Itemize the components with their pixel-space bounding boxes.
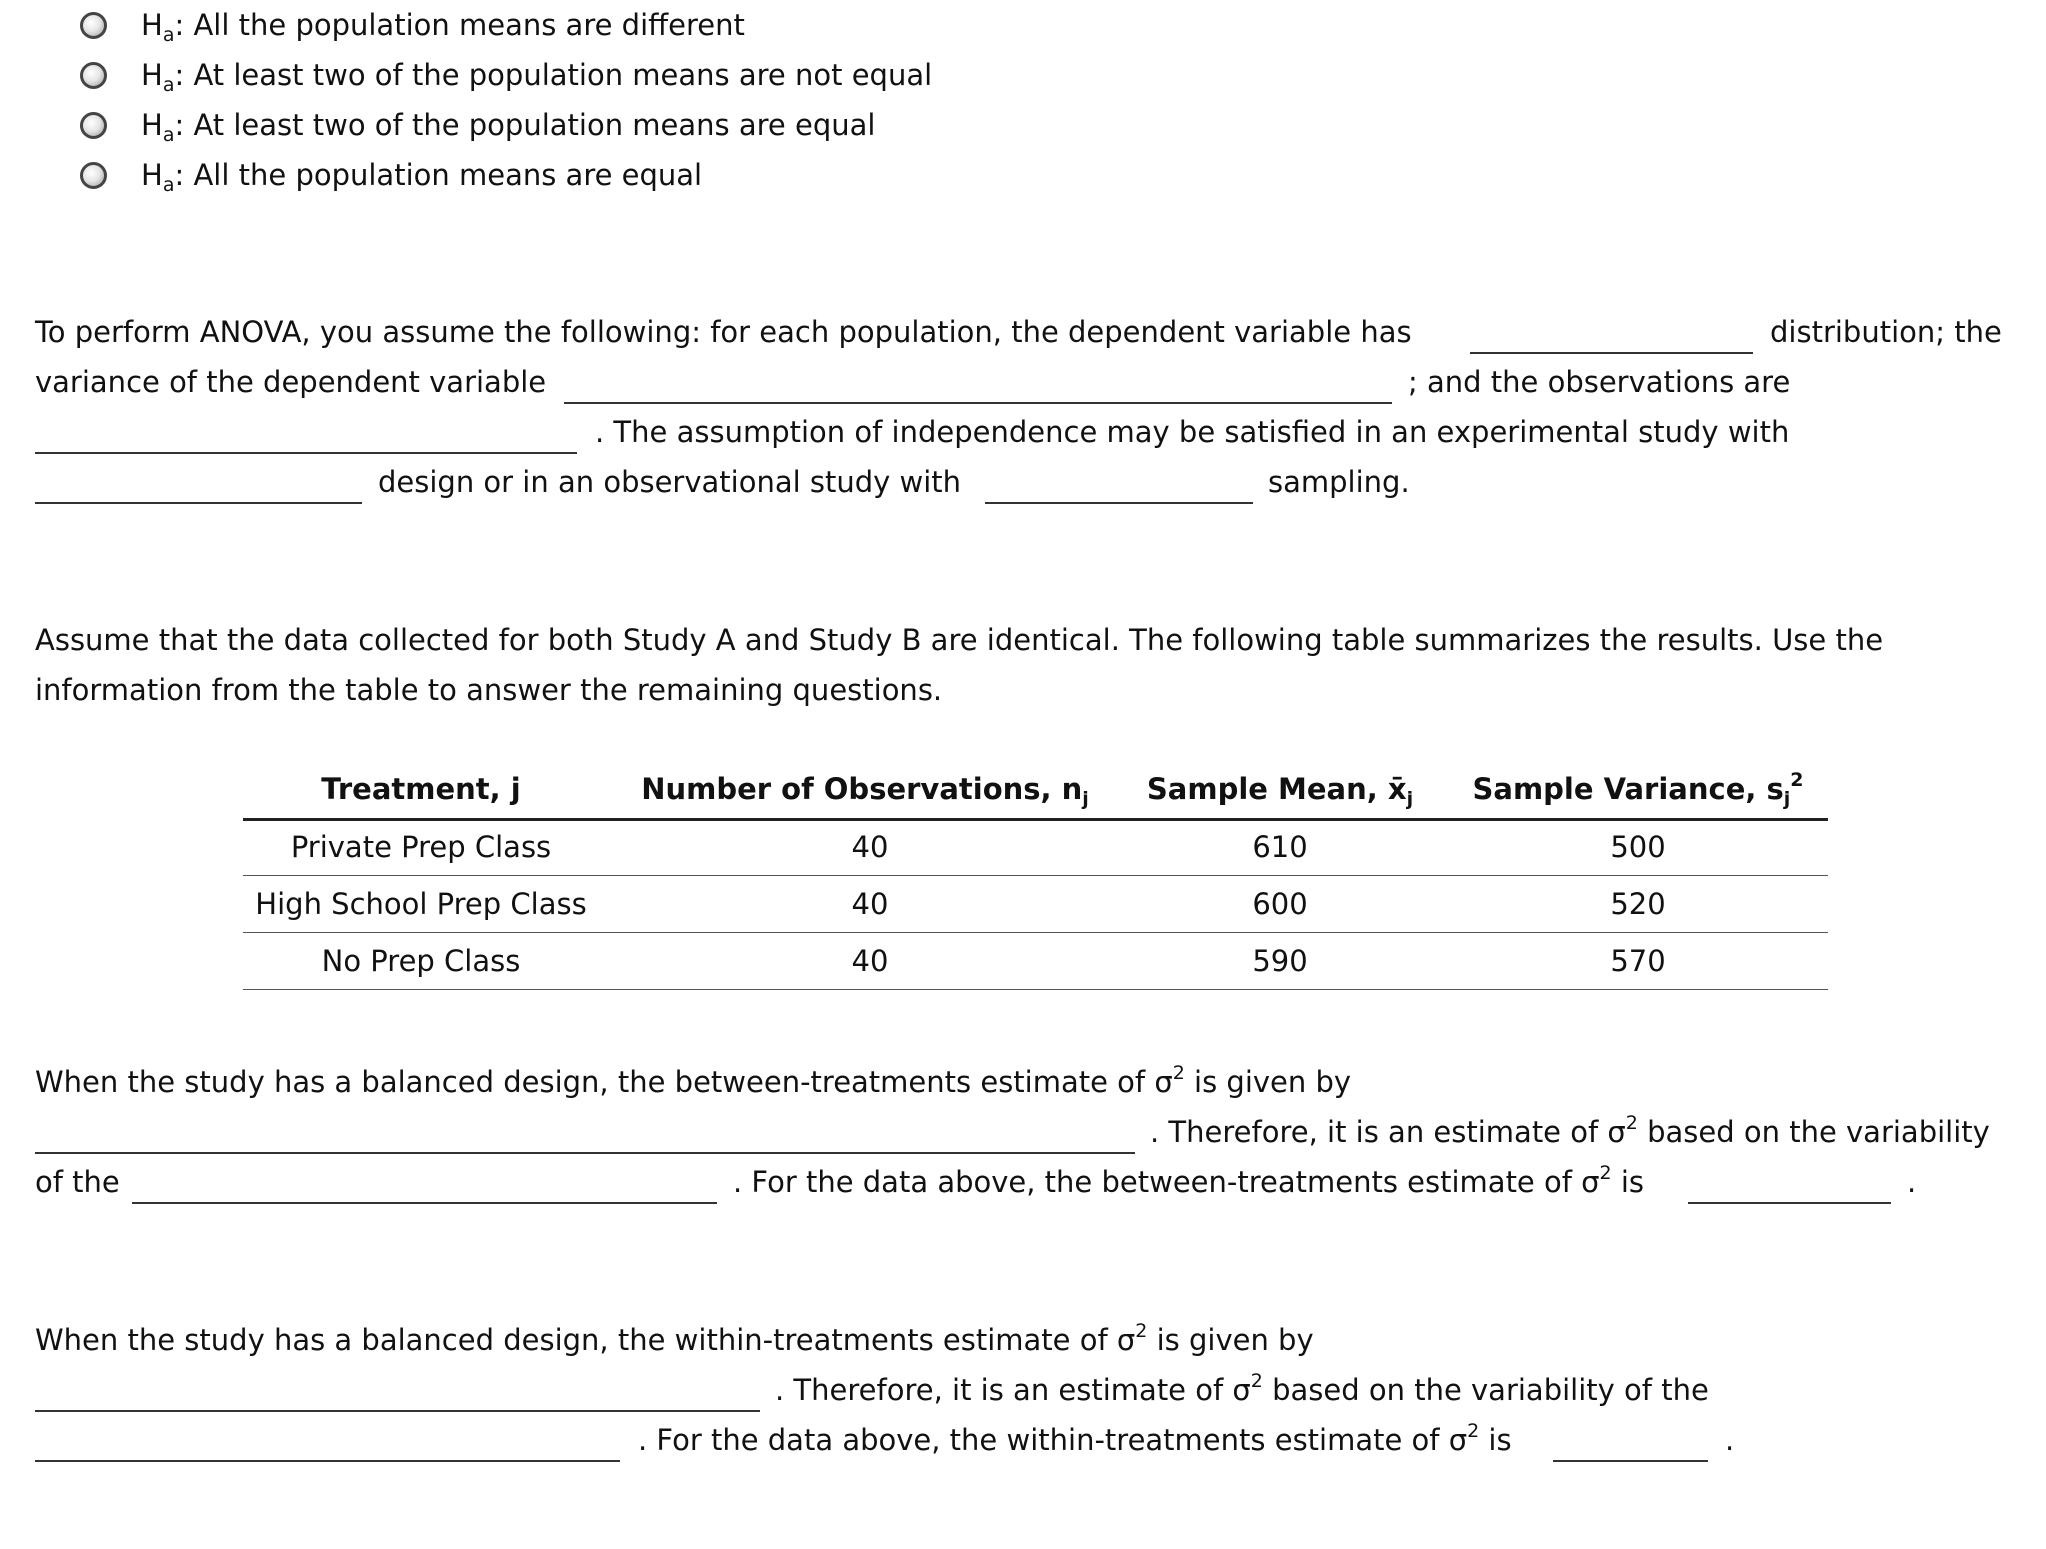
hypothesis-label: $H_a$: All the population means are equal (141, 158, 703, 196)
cell-variance: 520 (1610, 887, 1666, 921)
table-row-rule (243, 932, 1828, 933)
assumptions-text-2b: ; and the observations are (1408, 365, 1791, 399)
radio-button[interactable] (80, 112, 107, 139)
assumptions-text-1b: distribution; the (1770, 315, 2002, 349)
hypothesis-label: $H_a$: At least two of the population means are not equal (141, 58, 933, 96)
header-observations: Number of Observations, $n_j$ (641, 772, 1089, 810)
hypothesis-option-3[interactable] (80, 105, 875, 145)
table-bottom-rule (243, 989, 1828, 990)
assumptions-text-2a: variance of the dependent variable (35, 365, 547, 399)
distribution-dropdown[interactable] (1470, 352, 1753, 354)
hypothesis-option-2[interactable] (80, 55, 932, 95)
header-sample-variance: Sample Variance, $s_j^2$ (1472, 769, 1804, 810)
hypothesis-option-4[interactable] (80, 155, 702, 195)
assumptions-text-3a: . The assumption of independence may be satisfied in an experimental study with (595, 415, 1790, 449)
between-end-period: . (1907, 1165, 1917, 1199)
cell-treatment: No Prep Class (321, 944, 521, 978)
between-variability-dropdown[interactable] (132, 1202, 717, 1204)
within-text-2: . Therefore, it is an estimate of $\sigma^2$ based on the variability of the (775, 1370, 1709, 1407)
assumptions-text-1a: To perform ANOVA, you assume the following: for each population, the dependent variable has (35, 315, 1412, 349)
within-estimate-input[interactable] (1553, 1460, 1708, 1462)
between-estimate-input[interactable] (1688, 1202, 1891, 1204)
cell-treatment: Private Prep Class (290, 830, 552, 864)
assumptions-text-4a: design or in an observational study with (378, 465, 962, 499)
hypothesis-label: $H_a$: At least two of the population means are equal (141, 108, 876, 146)
between-text-1: When the study has a balanced design, the between-treatments estimate of $\sigma^2$ is given by (35, 1062, 1352, 1099)
between-text-3b: . For the data above, the between-treatments estimate of $\sigma^2$ is (733, 1162, 1645, 1199)
radio-button[interactable] (80, 162, 107, 189)
cell-mean: 610 (1252, 830, 1308, 864)
intro-text-2: information from the table to answer the remaining questions. (35, 673, 943, 707)
between-formula-dropdown[interactable] (35, 1152, 1135, 1154)
header-sample-mean: Sample Mean, $x̄_j$ (1146, 772, 1414, 810)
intro-text-1: Assume that the data collected for both Study A and Study B are identical. The following table summarizes the results. Use the (35, 623, 1884, 657)
cell-n: 40 (851, 830, 889, 864)
sampling-dropdown[interactable] (985, 502, 1253, 504)
observations-dropdown[interactable] (35, 452, 577, 454)
cell-treatment: High School Prep Class (255, 887, 587, 921)
between-text-3a: of the (35, 1165, 120, 1199)
radio-button[interactable] (80, 62, 107, 89)
table-header-rule (243, 818, 1828, 821)
assumptions-text-4b: sampling. (1268, 465, 1410, 499)
within-variability-dropdown[interactable] (35, 1460, 620, 1462)
hypothesis-option-1[interactable] (80, 5, 745, 45)
cell-variance: 500 (1610, 830, 1666, 864)
radio-button[interactable] (80, 12, 107, 39)
within-formula-dropdown[interactable] (35, 1410, 760, 1412)
header-treatment: Treatment, j (321, 772, 521, 806)
cell-variance: 570 (1610, 944, 1666, 978)
between-text-2: . Therefore, it is an estimate of $\sigma^2$ based on the variability (1150, 1112, 1990, 1149)
table-row-rule (243, 875, 1828, 876)
cell-n: 40 (851, 944, 889, 978)
experimental-design-dropdown[interactable] (35, 502, 362, 504)
within-text-1: When the study has a balanced design, the within-treatments estimate of $\sigma^2$ is given by (35, 1320, 1314, 1357)
hypothesis-label: $H_a$: All the population means are different (141, 8, 745, 46)
within-text-3: . For the data above, the within-treatments estimate of $\sigma^2$ is (638, 1420, 1512, 1457)
cell-n: 40 (851, 887, 889, 921)
cell-mean: 600 (1252, 887, 1308, 921)
cell-mean: 590 (1252, 944, 1308, 978)
within-end-period: . (1725, 1423, 1735, 1457)
variance-dropdown[interactable] (564, 402, 1392, 404)
